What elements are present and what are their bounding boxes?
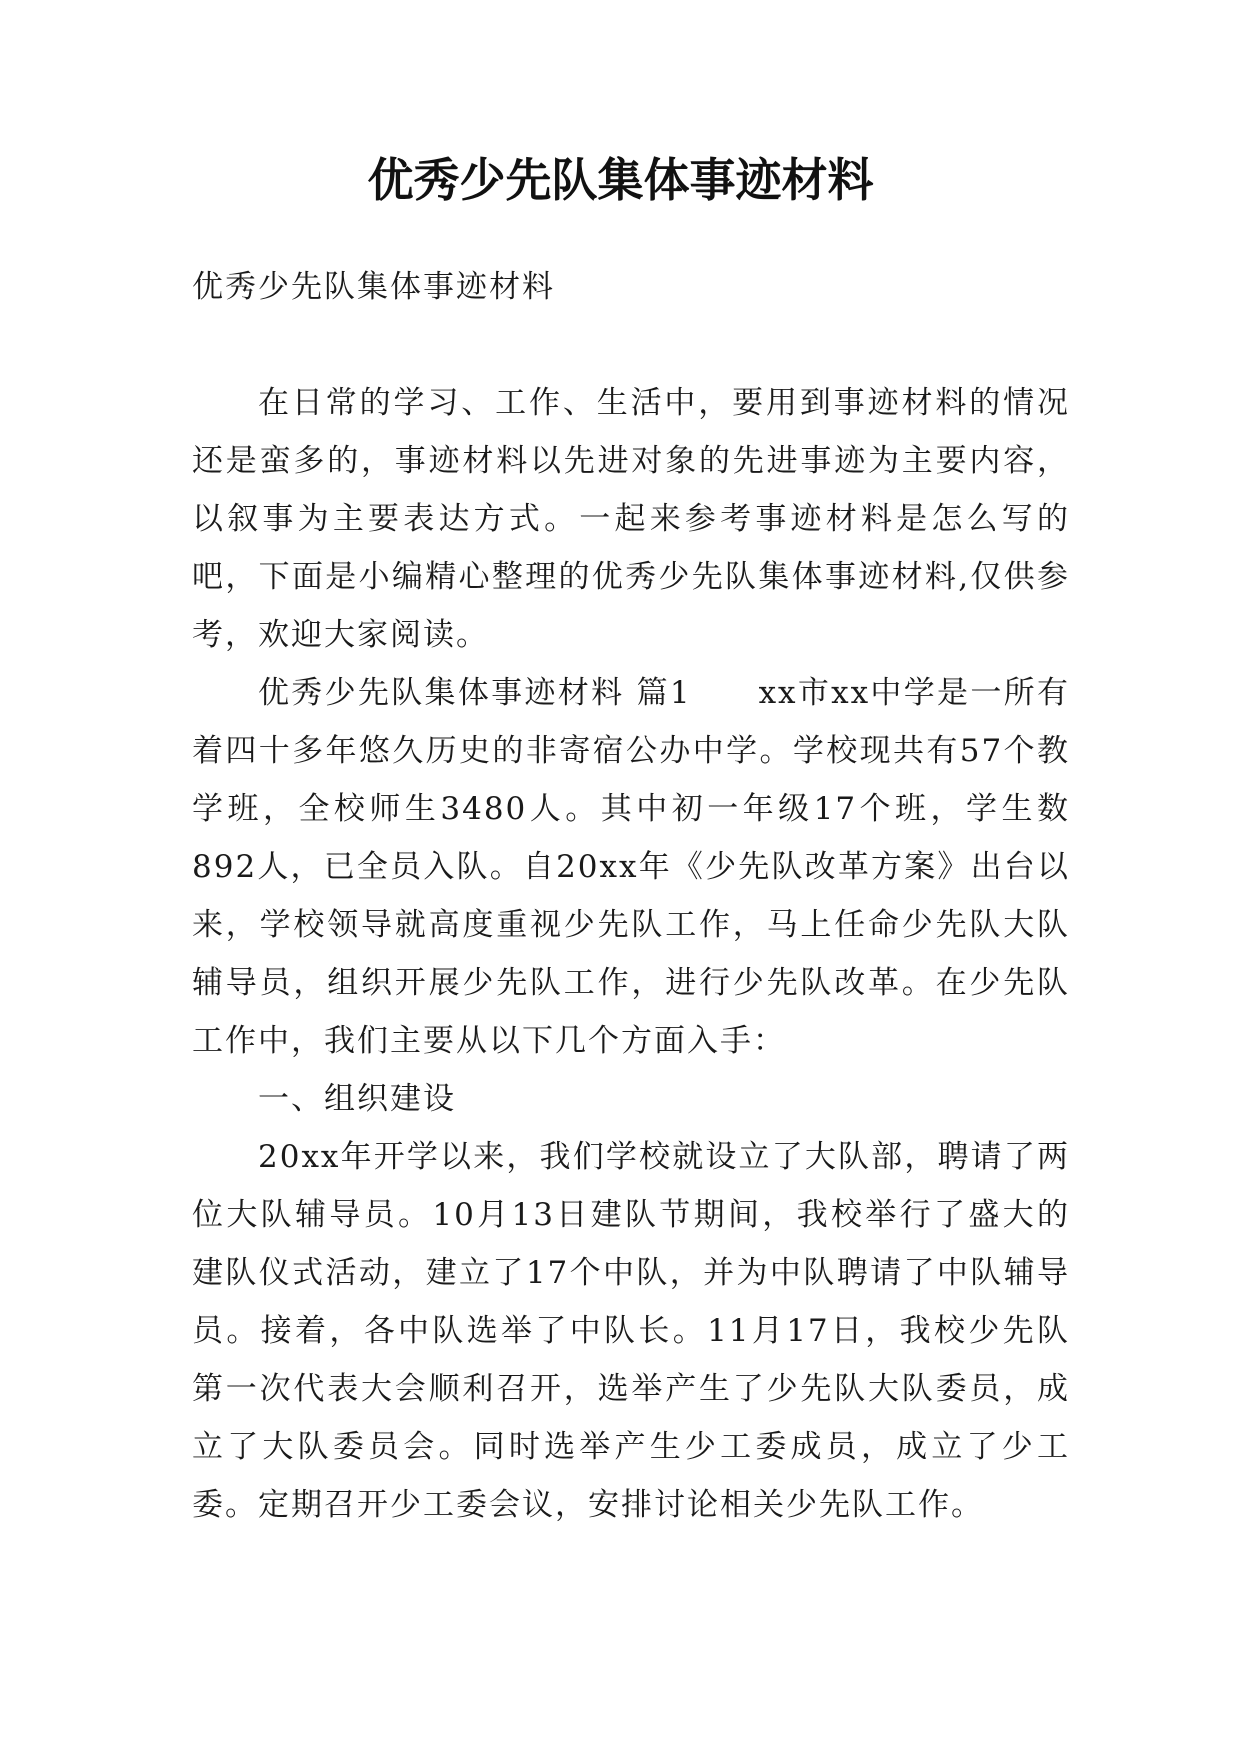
document-subtitle: 优秀少先队集体事迹材料 xyxy=(192,269,555,305)
paragraph-intro: 在日常的学习、工作、生活中，要用到事迹材料的情况还是蛮多的，事迹材料以先进对象的先进事迹为主要内容，以叙事为主要表达方式。一起来参考事迹材料是怎么写的吧，下面是小编精心整理的优秀少先队集体事迹材料,仅供参考，欢迎大家阅读。 xyxy=(192,385,1070,653)
paragraph-organization: 20xx年开学以来，我们学校就设立了大队部，聘请了两位大队辅导员。10月13日建队节期间，我校举行了盛大的建队仪式活动，建立了17个中队，并为中队聘请了中队辅导员。接着，各中队选举了中队长。11月17日，我校少先队第一次代表大会顺利召开，选举产生了少先队大队委员，成立了大队委员会。同时选举产生少工委成员，成立了少工委。定期召开少工委会议，安排讨论相关少先队工作。 xyxy=(192,1139,1070,1523)
document-title: 优秀少先队集体事迹材料 xyxy=(367,153,874,207)
document-body xyxy=(192,258,1070,1534)
section-heading-organization: 一、组织建设 xyxy=(258,1081,456,1117)
paragraph-section-1: 优秀少先队集体事迹材料 篇1 xx市xx中学是一所有着四十多年悠久历史的非寄宿公办中学。学校现共有57个教学班，全校师生3480人。其中初一年级17个班，学生数892人，已全员入队。自20xx年《少先队改革方案》出台以来，学校领导就高度重视少先队工作，马上任命少先队大队辅导员，组织开展少先队工作，进行少先队改革。在少先队工作中，我们主要从以下几个方面入手： xyxy=(192,675,1070,1059)
